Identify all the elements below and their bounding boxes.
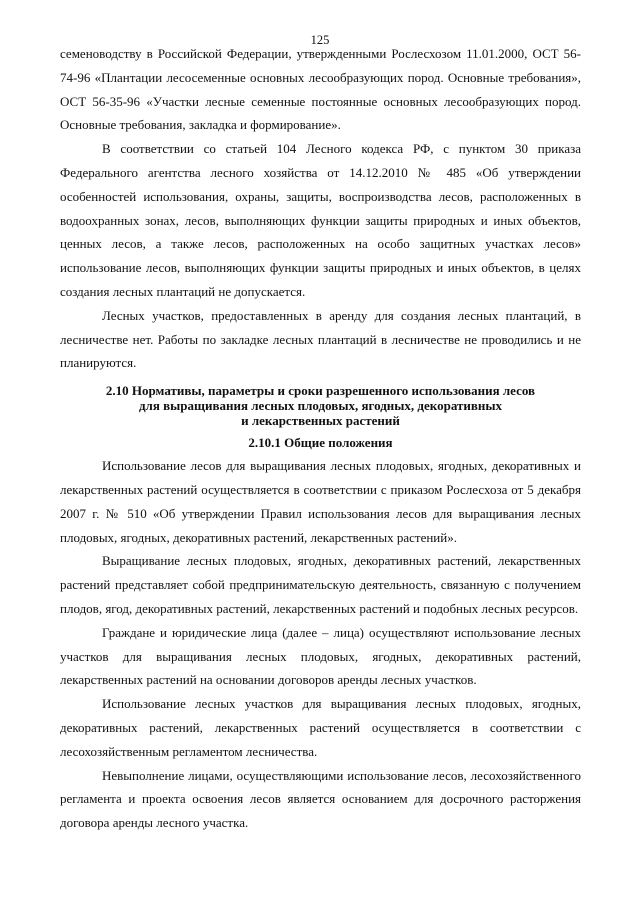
section-heading: [60, 383, 581, 428]
paragraph-regulation-compliance: Использование лесных участков для выращивания лесных плодовых, ягодных, декоративных растений, лекарственных растений осуществляется в соответствии с лесохозяйственным регламентом лесничества.: [60, 696, 581, 759]
paragraph-plantations-absent: Лесных участков, предоставленных в аренду для создания лесных плантаций, в лесничестве нет. Работы по закладке лесных плантаций в лесничестве не проводились и не планируются.: [60, 307, 581, 371]
paragraph-lease-basis: Граждане и юридические лица (далее – лица) осуществляют использование лесных участков для выращивания лесных плодовых, ягодных, декоративных растений, лекарственных растений на основании договоров аренды лесных участков.: [60, 624, 581, 688]
paragraph-termination: Невыполнение лицами, осуществляющими использование лесов, лесохозяйственного регламента и проекта освоения лесов является основанием для досрочного расторжения договора аренды лесного участка.: [60, 767, 581, 831]
subsection-heading: 2.10.1 Общие положения: [248, 435, 393, 451]
paragraph-cultivation-definition: Выращивание лесных плодовых, ягодных, декоративных растений, лекарственных растений представляет собой предпринимательскую деятельность, связанную с получением плодов, ягод, декоративных растений, лекарственных растений и подобных лесных ресурсов.: [60, 553, 581, 616]
paragraph-continuation: семеноводству в Российской Федерации, утвержденными Рослесхозом 11.01.2000, ОСТ 56-74-96 «Плантации лесосеменные основных лесообразующих пород. Основные требования», ОСТ 56-35-96 «Участки лесные семенные постоянные основных лесообразующих пород. Основные требования, закладка и формирование».: [60, 46, 581, 133]
paragraph-forest-code: В соответствии со статьей 104 Лесного кодекса РФ, с пунктом 30 приказа Федерального агентства лесного хозяйства от 14.12.2010 № 485 «Об утверждении особенностей использования, охраны, защиты, воспроизводства лесов, расположенных в водоохранных зонах, лесов, выполняющих функции защиты природных и иных объектов, ценных лесов, а также лесов, расположенных на особо защитных участках лесов» использование лесов, выполняющих функции защиты природных и иных объектов, в целях создания лесных плантаций не допускается.: [60, 141, 581, 299]
section-heading-line-2: для выращивания лесных плодовых, ягодных, декоративных: [138, 398, 503, 414]
section-heading-line-3: и лекарственных растений: [241, 413, 400, 429]
paragraph-usage-order: Использование лесов для выращивания лесных плодовых, ягодных, декоративных и лекарственных растений осуществляется в соответствии с приказом Рослесхоза от 5 декабря 2007 г. № 510 «Об утверждении Правил использования лесов для выращивания лесных плодовых, ягодных, декоративных растений, лекарственных растений».: [60, 458, 581, 545]
page-number: 125: [310, 33, 330, 47]
document-body: [60, 42, 581, 835]
section-heading-line-1: 2.10 Нормативы, параметры и сроки разрешенного использования лесов: [105, 383, 536, 399]
